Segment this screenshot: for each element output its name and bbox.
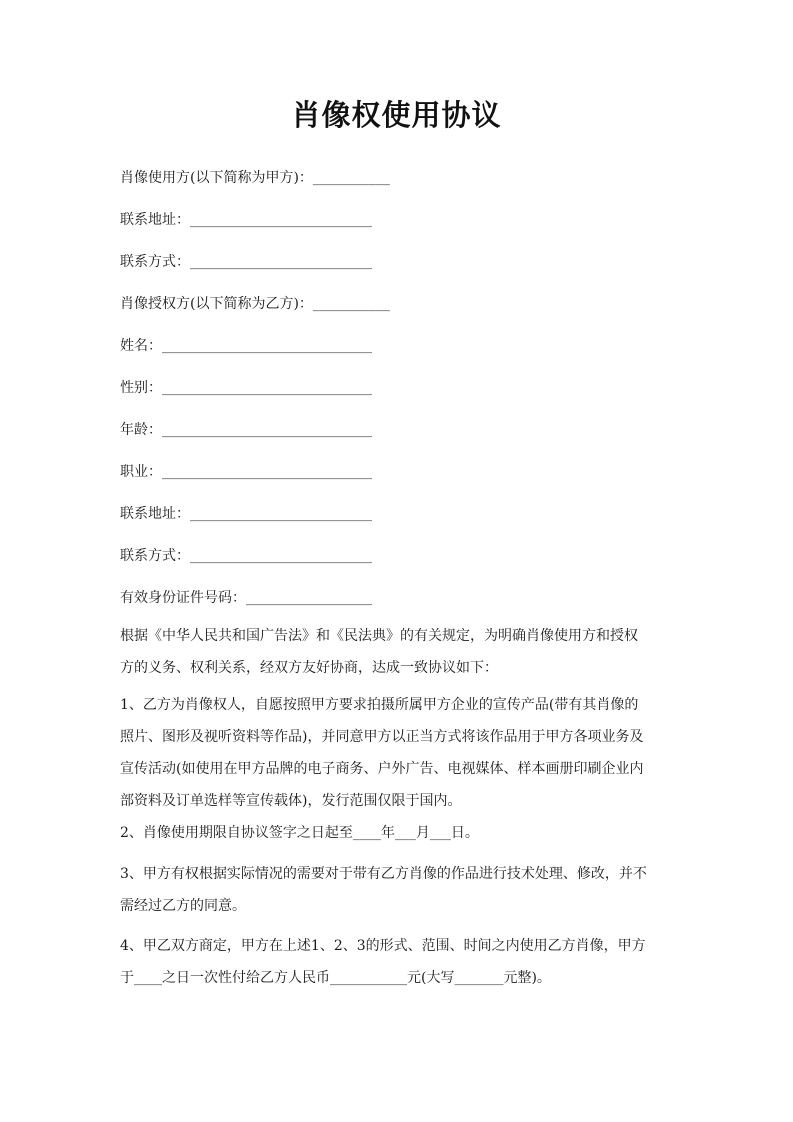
clause-2-line: 2、肖像使用期限自协议签字之日起至____年___月___日。 bbox=[120, 825, 479, 841]
field-occupation: 职业：______________________________ bbox=[120, 464, 372, 480]
document-title: 肖像权使用协议 bbox=[291, 98, 502, 132]
clause-4-line: 于____之日一次性付给乙方人民币___________元(大写_______元整)。 bbox=[120, 970, 551, 986]
field-user-party: 肖像使用方(以下简称为甲方)：___________ bbox=[120, 170, 390, 186]
clause-1-line: 部资料及订单选样等宣传载体)，发行范围仅限于国内。 bbox=[120, 793, 462, 809]
clause-4-line: 4、甲乙双方商定，甲方在上述1、2、3的形式、范围、时间之内使用乙方肖像，甲方 bbox=[120, 938, 646, 954]
clause-1-line: 照片、图形及视听资料等作品)，并同意甲方以正当方式将该作品用于甲方各项业务及 bbox=[120, 729, 644, 745]
field-age: 年龄：______________________________ bbox=[120, 422, 372, 438]
preamble-line: 根据《中华人民共和国广告法》和《民法典》的有关规定，为明确肖像使用方和授权 bbox=[120, 628, 638, 644]
clause-1-line: 宣传活动(如使用在甲方品牌的电子商务、户外广告、电视媒体、样本画册印刷企业内 bbox=[120, 761, 644, 777]
field-grantor-party: 肖像授权方(以下简称为乙方)：___________ bbox=[120, 296, 390, 312]
field-id-number: 有效身份证件号码：__________________ bbox=[120, 590, 372, 606]
field-gender: 性别：______________________________ bbox=[120, 380, 372, 396]
preamble-line: 方的义务、权利关系，经双方友好协商，达成一致协议如下： bbox=[120, 660, 498, 676]
clause-3-paragraph bbox=[120, 858, 676, 922]
field-grantor-contact: 联系方式：__________________________ bbox=[120, 548, 372, 564]
clause-1-paragraph bbox=[120, 689, 676, 817]
field-user-contact: 联系方式：__________________________ bbox=[120, 254, 372, 270]
preamble-paragraph bbox=[120, 620, 676, 684]
clause-4-paragraph bbox=[120, 930, 676, 994]
clause-3-line: 需经过乙方的同意。 bbox=[120, 898, 246, 914]
field-user-address: 联系地址：__________________________ bbox=[120, 212, 372, 228]
clause-3-line: 3、甲方有权根据实际情况的需要对于带有乙方肖像的作品进行技术处理、修改，并不 bbox=[120, 866, 647, 882]
clause-2-paragraph bbox=[120, 817, 676, 849]
field-grantor-address: 联系地址：__________________________ bbox=[120, 506, 372, 522]
field-name: 姓名：______________________________ bbox=[120, 338, 372, 354]
clause-1-line: 1、乙方为肖像权人，自愿按照甲方要求拍摄所属甲方企业的宣传产品(带有其肖像的 bbox=[120, 697, 639, 713]
